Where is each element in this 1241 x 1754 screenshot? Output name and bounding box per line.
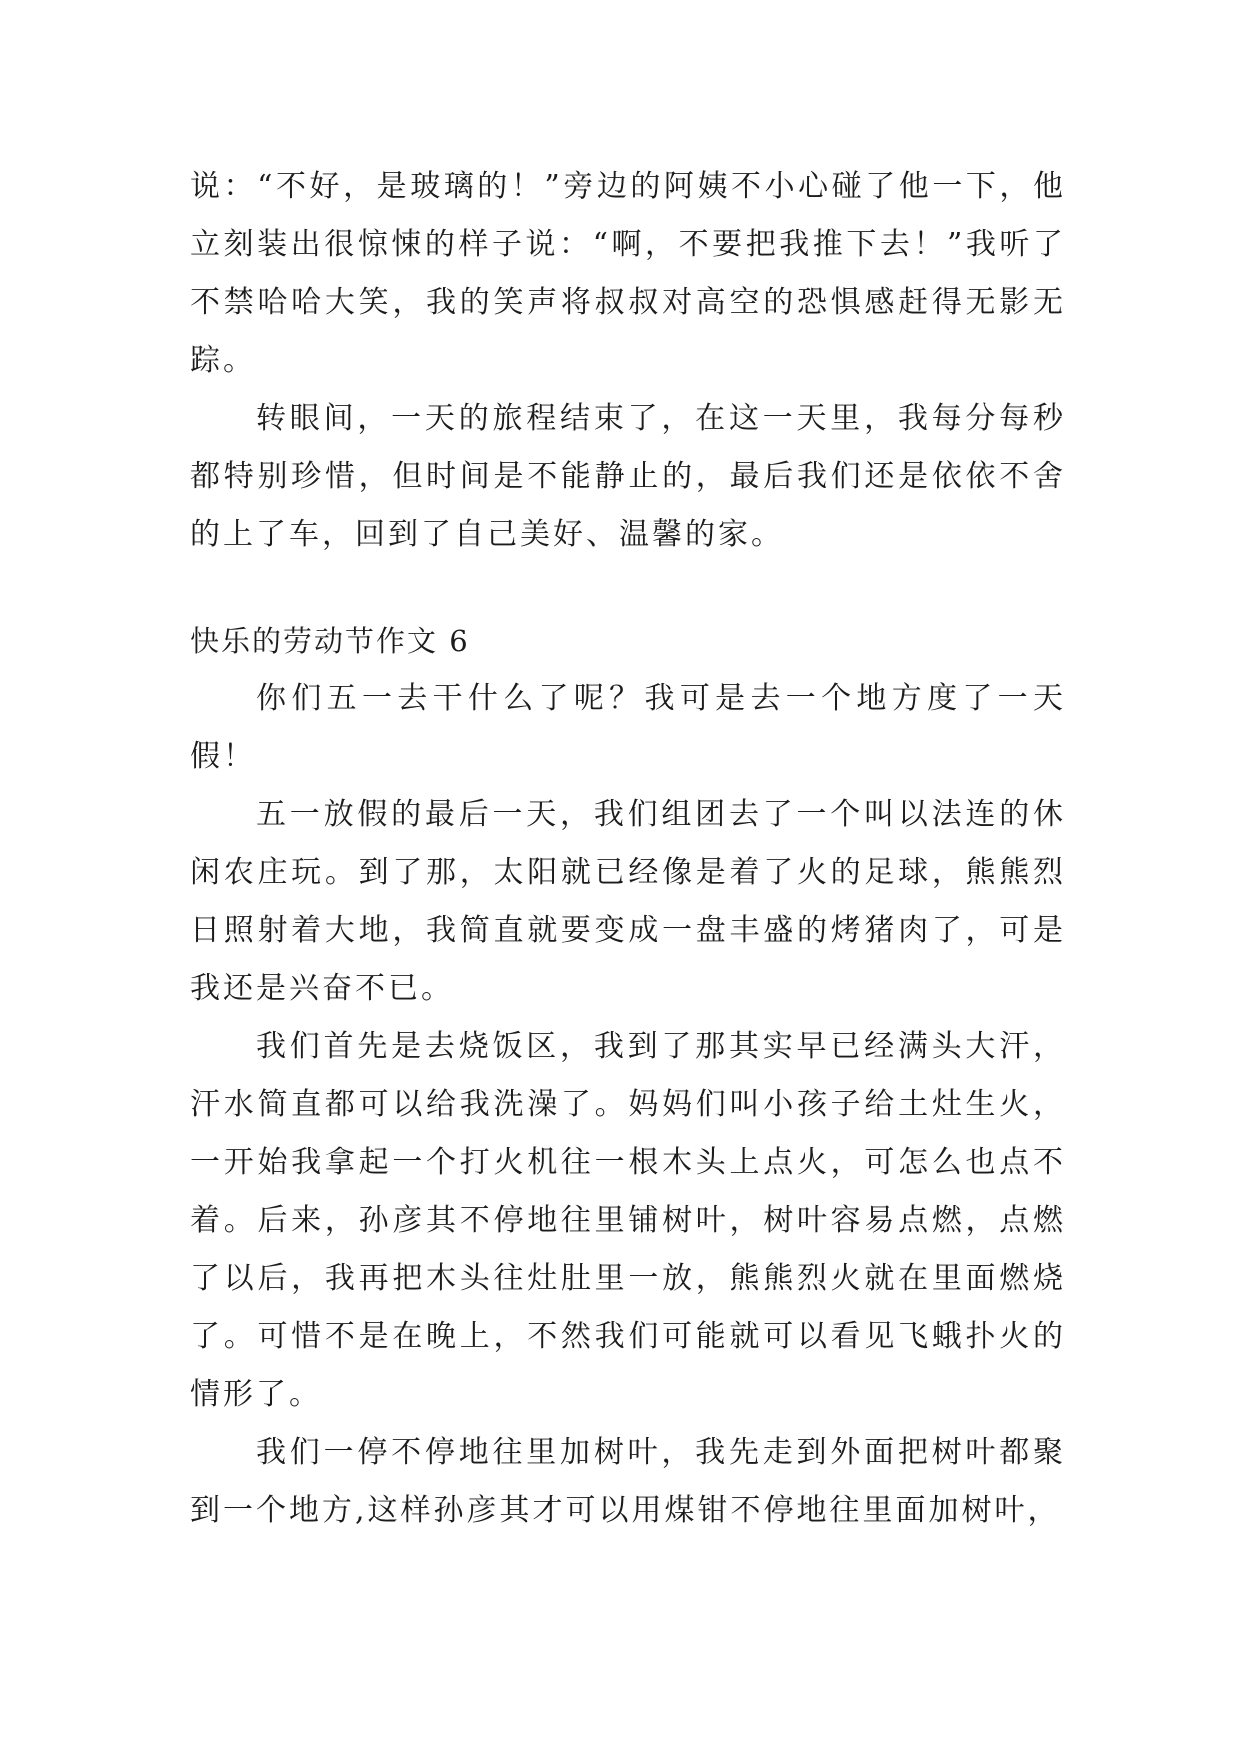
- document-body: [190, 158, 1066, 1540]
- paragraph-adding-leaves: 我们一停不停地往里加树叶，我先走到外面把树叶都聚到一个地方,这样孙彦其才可以用煤钳不停地往里面加树叶，: [190, 1435, 1066, 1528]
- section-title: 快乐的劳动节作文 6: [190, 624, 470, 658]
- paragraph-intro: 你们五一去干什么了呢？我可是去一个地方度了一天假！: [190, 681, 1066, 774]
- paragraph-continuation: 说：“不好，是玻璃的！”旁边的阿姨不小心碰了他一下，他立刻装出很惊悚的样子说：“啊，不要把我推下去！”我听了不禁哈哈大笑，我的笑声将叔叔对高空的恐惧感赶得无影无踪。: [190, 169, 1066, 378]
- paragraph-journey-end: 转眼间，一天的旅程结束了，在这一天里，我每分每秒都特别珍惜，但时间是不能静止的，最后我们还是依依不舍的上了车，回到了自己美好、温馨的家。: [190, 401, 1066, 552]
- paragraph-farm-visit: 五一放假的最后一天，我们组团去了一个叫以法连的休闲农庄玩。到了那，太阳就已经像是着了火的足球，熊熊烈日照射着大地，我简直就要变成一盘丰盛的烤猪肉了，可是我还是兴奋不已。: [190, 797, 1066, 1006]
- paragraph-cooking-fire: 我们首先是去烧饭区，我到了那其实早已经满头大汗，汗水简直都可以给我洗澡了。妈妈们叫小孩子给土灶生火，一开始我拿起一个打火机往一根木头上点火，可怎么也点不着。后来，孙彦其不停地往里铺树叶，树叶容易点燃，点燃了以后，我再把木头往灶肚里一放，熊熊烈火就在里面燃烧了。可惜不是在晚上，不然我们可能就可以看见飞蛾扑火的情形了。: [190, 1029, 1066, 1412]
